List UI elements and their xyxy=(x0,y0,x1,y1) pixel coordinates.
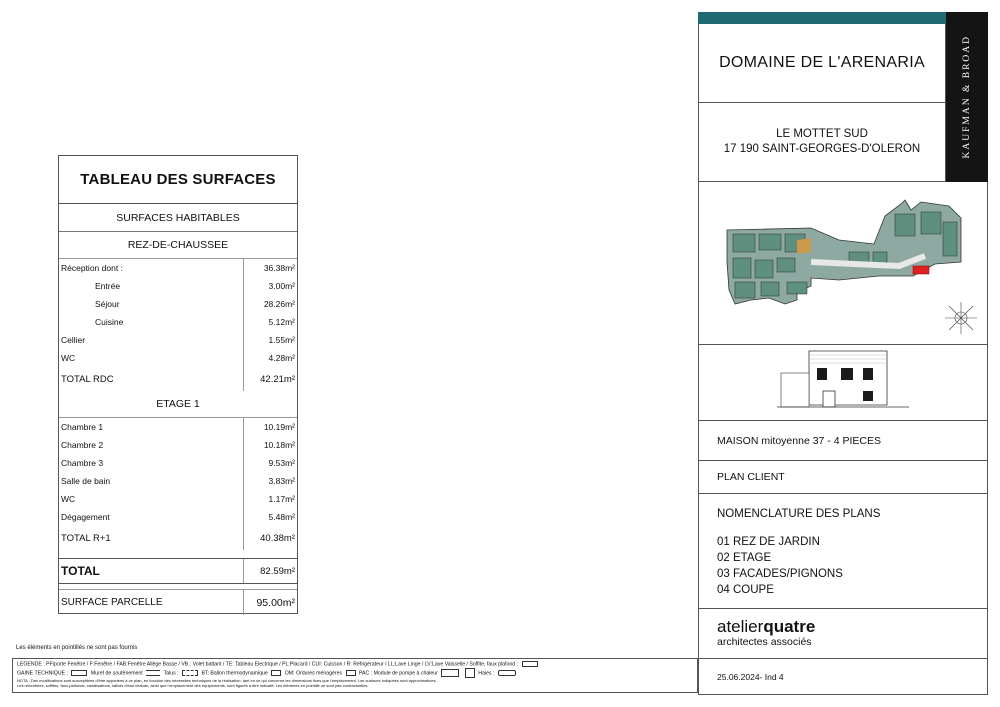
plans-list xyxy=(717,534,987,598)
door xyxy=(823,391,835,407)
pac-symbol xyxy=(346,670,356,676)
architect-name-a: atelier xyxy=(717,617,764,636)
spacer xyxy=(59,550,297,558)
total-label: TOTAL RDC xyxy=(61,373,114,385)
total-row xyxy=(59,526,297,550)
legend-talus: Talus : xyxy=(163,670,179,677)
row-label: Salle de bain xyxy=(61,476,111,486)
row-value: 1.17m² xyxy=(243,490,297,508)
grand-total-label: TOTAL xyxy=(61,564,100,578)
row-label: Chambre 3 xyxy=(61,458,104,468)
house-type: MAISON mitoyenne 37 - 4 PIECES xyxy=(698,421,988,461)
legend-nota: NOTA : Des modifications sont susceptibles d'être apportées à ce plan, en fonction des nécessités techniques de la réalisation, tant en ce qui concerne les dimensions fixes que l'emplacement. Les surfaces indiquées sont approximatives. xyxy=(17,678,437,684)
architect-panel xyxy=(698,609,988,659)
row-label: Cuisine xyxy=(95,317,124,327)
legend-muret: Muret de soutènement xyxy=(90,670,143,677)
brand-logo: KAUFMAN & BROAD xyxy=(962,35,972,159)
parcelle-value: 95.00m² xyxy=(243,590,297,615)
row-value: 10.18m² xyxy=(243,436,297,454)
facade-sketch xyxy=(699,345,987,420)
plan-type: PLAN CLIENT xyxy=(698,461,988,494)
surfaces-title: TABLEAU DES SURFACES xyxy=(59,156,297,204)
legend-haies: Haies : xyxy=(478,670,495,677)
row-value: 5.48m² xyxy=(243,508,297,526)
table-row xyxy=(59,277,297,295)
address-line: 17 190 SAINT-GEORGES-D'OLERON xyxy=(723,143,921,155)
row-value: 3.83m² xyxy=(243,472,297,490)
row-label: Chambre 1 xyxy=(61,422,104,432)
project-title: DOMAINE DE L'ARENARIA xyxy=(698,24,946,103)
legend-pac: PAC : Module de pompe à chaleur xyxy=(358,670,438,677)
etage-header: ETAGE 1 xyxy=(156,398,200,410)
legend-bt: BT: Ballon thermodynamique xyxy=(201,670,268,677)
row-value: 4.28m² xyxy=(243,349,297,367)
teal-bar xyxy=(698,12,946,24)
gaine-symbol xyxy=(71,670,87,676)
revision-date: 25.06.2024- Ind 4 xyxy=(698,659,988,695)
legend-text: LEGENDE : PF/porte Fenêtre / F:Fenêtre / FAB:Fenêtre Allège Basse / VB : Volet battant / TE: Tableau Electrique / PL:Placard / CUI: Cuisson / R: Réfrigérateur / LL:Lave Linge / LV:Lave Vaisselle / Soffite, faux plafond : xyxy=(17,661,519,668)
legend-line xyxy=(17,661,693,668)
row-value: 3.00m² xyxy=(243,277,297,295)
row-label: Cellier xyxy=(61,335,86,345)
address-line: LE MOTTET SUD xyxy=(776,128,868,140)
table-row xyxy=(59,258,297,277)
exterior-unit-symbol xyxy=(441,669,459,677)
row-value: 36.38m² xyxy=(243,259,297,277)
haies-symbol xyxy=(498,670,516,676)
garage-wall xyxy=(781,373,809,407)
table-row xyxy=(59,436,297,454)
window xyxy=(863,368,873,380)
site-plan xyxy=(699,182,987,344)
window xyxy=(841,368,853,380)
list-item: 02 ETAGE xyxy=(717,552,772,564)
row-label: WC xyxy=(61,494,76,504)
grand-total-value: 82.59m² xyxy=(243,559,297,583)
architect-name-b: quatre xyxy=(763,617,816,636)
table-row xyxy=(59,508,297,526)
site-plan-panel xyxy=(698,182,988,345)
list-item: 04 COUPE xyxy=(717,584,774,596)
total-value: 42.21m² xyxy=(243,367,297,391)
legend-line xyxy=(17,668,693,678)
row-label: Réception dont : xyxy=(61,263,123,273)
legend-box xyxy=(12,658,698,693)
interior-unit-symbol xyxy=(465,668,475,678)
compass-icon xyxy=(945,302,977,334)
list-item: 03 FACADES/PIGNONS xyxy=(717,568,843,580)
architect-subtitle: architectes associés xyxy=(717,636,812,648)
surfaces-subtitle: SURFACES HABITABLES xyxy=(59,204,297,232)
grand-total-row xyxy=(59,558,297,584)
parcelle-row xyxy=(59,589,297,615)
row-value: 9.53m² xyxy=(243,454,297,472)
row-value: 5.12m² xyxy=(243,313,297,331)
table-row xyxy=(59,349,297,367)
facade-panel xyxy=(698,345,988,421)
row-label: Dégagement xyxy=(61,512,110,522)
window xyxy=(817,368,827,380)
table-row xyxy=(59,295,297,313)
total-label: TOTAL R+1 xyxy=(61,532,111,544)
row-label: WC xyxy=(61,353,76,363)
row-label: Séjour xyxy=(95,299,120,309)
table-row xyxy=(59,490,297,508)
legend-gaine: GAINE TECHNIQUE : xyxy=(17,670,68,677)
talus-symbol xyxy=(182,670,198,676)
nomenclature-panel xyxy=(698,494,988,609)
soffite-symbol xyxy=(522,661,538,667)
list-item: 01 REZ DE JARDIN xyxy=(717,536,820,548)
table-row xyxy=(59,417,297,436)
brand-block xyxy=(946,12,988,182)
row-value: 10.19m² xyxy=(243,418,297,436)
highlighted-lot xyxy=(913,266,929,274)
total-row xyxy=(59,367,297,391)
row-label: Entrée xyxy=(95,281,121,291)
row-label: Chambre 2 xyxy=(61,440,104,450)
nomenclature-title: NOMENCLATURE DES PLANS xyxy=(717,508,881,520)
muret-symbol xyxy=(146,670,160,676)
window xyxy=(863,391,873,401)
surfaces-table xyxy=(58,155,298,614)
total-value: 40.38m² xyxy=(243,526,297,550)
table-row xyxy=(59,313,297,331)
table-row xyxy=(59,454,297,472)
parcelle-label: SURFACE PARCELLE xyxy=(61,597,163,608)
legend-om: OM: Ordures ménagères xyxy=(284,670,343,677)
table-row xyxy=(59,331,297,349)
row-value: 28.26m² xyxy=(243,295,297,313)
row-value: 1.55m² xyxy=(243,331,297,349)
architect-logo xyxy=(717,618,987,636)
rdc-header: REZ-DE-CHAUSSEE xyxy=(127,239,229,251)
dotted-elements-note: Les éléments en pointillés ne sont pas fournis xyxy=(16,645,138,651)
project-address xyxy=(698,103,946,182)
table-row xyxy=(59,472,297,490)
title-block xyxy=(698,12,988,695)
legend-nota: Les retombées, soffites, faux-plafonds, canalisations, taillois d'eau chaude, ainsi que l'emplacement des équipements, sont figurés à titre indicatif. Les éléments en pointillé ne sont pas contractuelles. xyxy=(17,683,369,689)
om-symbol xyxy=(271,670,281,676)
open-area xyxy=(797,238,811,254)
